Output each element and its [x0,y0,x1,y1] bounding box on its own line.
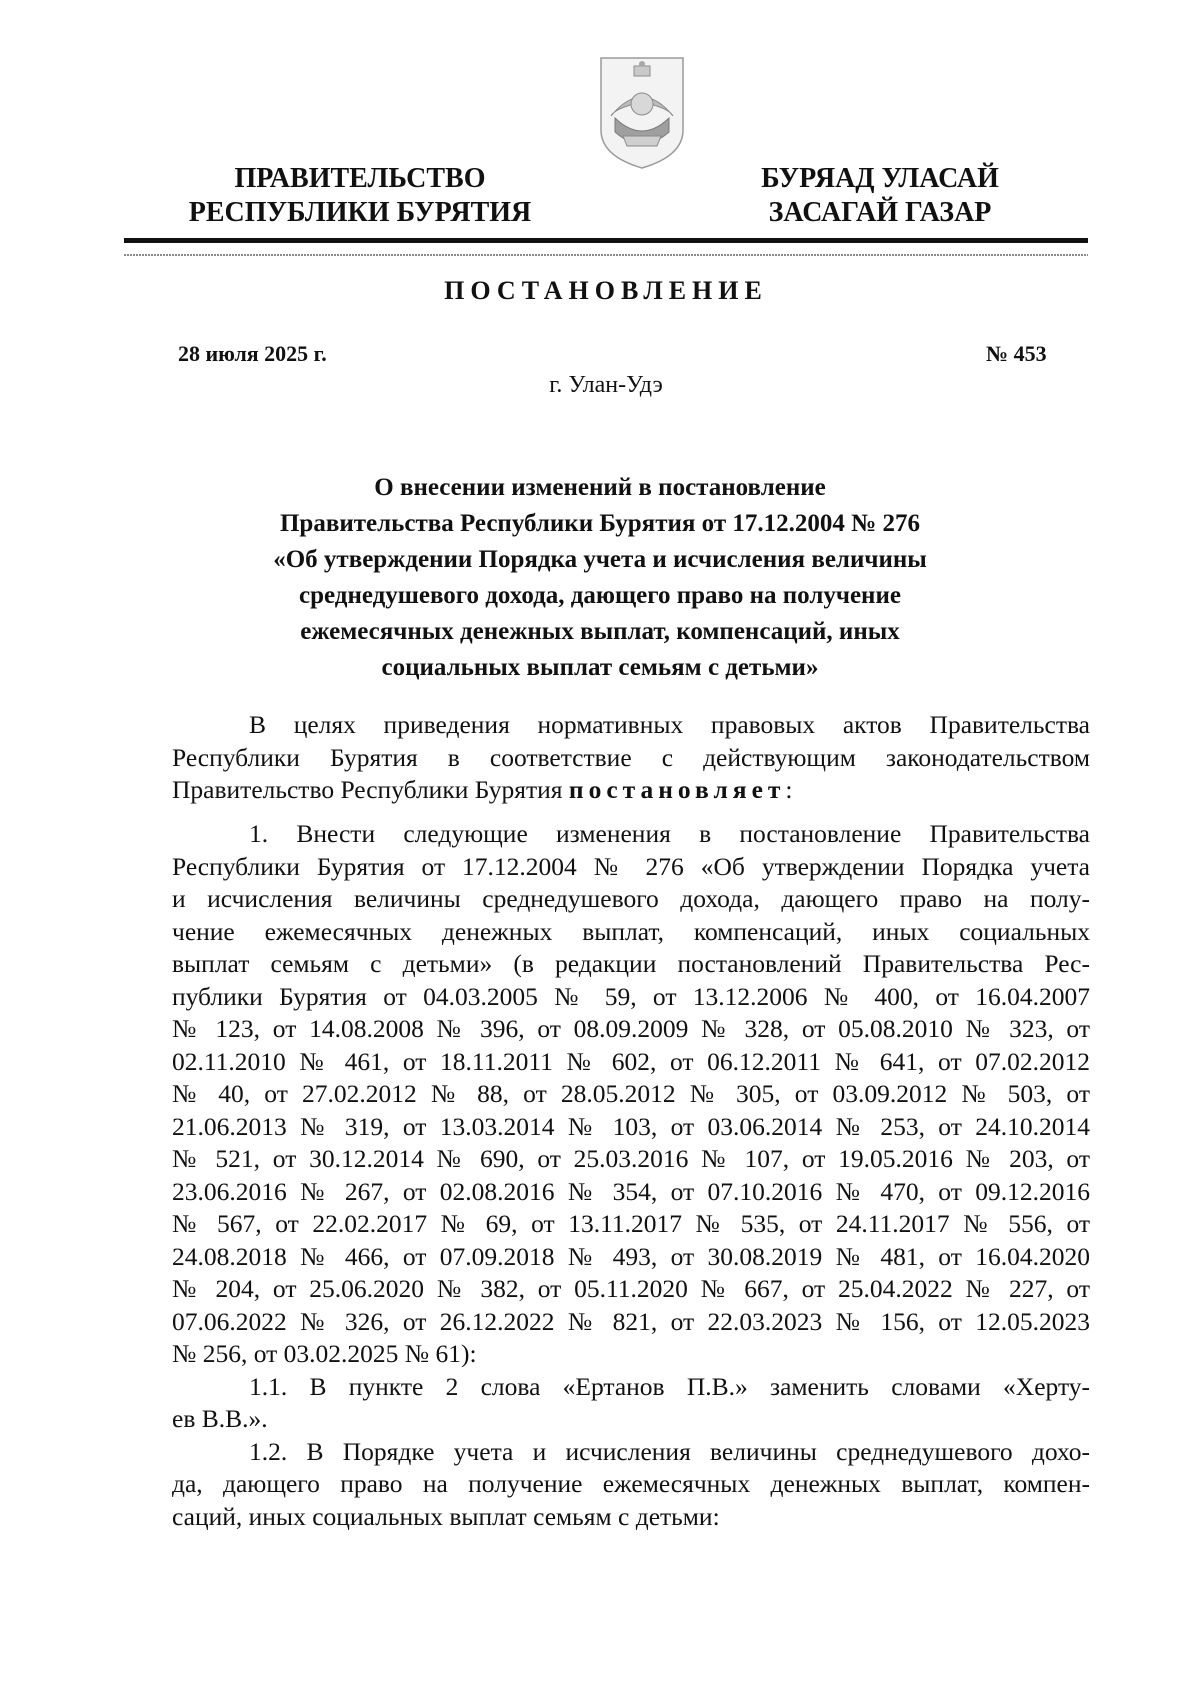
paragraph-line: 24.08.2018 № 466, от 07.09.2018 № 493, от 30.08.2019 № 481, от 16.04.2020 [172,1241,1090,1271]
paragraph-line: Республики Бурятия в соответствие с действующим законодательством [172,742,1090,772]
org-name-bua-line-1: БУРЯАД УЛАСАЙ [761,163,999,194]
item-1-paragraph [172,818,1090,1533]
org-name-russian [150,162,570,230]
item-1-1-line: 1.1. В пункте 2 слова «Ертанов П.В.» заменить словами «Херту- [249,1371,1090,1401]
paragraph-line: № 40, от 27.02.2012 № 88, от 28.05.2012 № 305, от 03.09.2012 № 503, от [172,1079,1090,1108]
paragraph-line: 02.11.2010 № 461, от 18.11.2011 № 602, от 06.12.2011 № 641, от 07.02.2012 [172,1046,1090,1076]
item-1-2-line: 1.2. В Порядке учета и исчисления величины среднедушевого дохо- [249,1436,1090,1466]
org-name-ru-line-1: ПРАВИТЕЛЬСТВО [234,163,486,194]
document-date: 28 июля 2025 г. [178,341,327,366]
item-1-2-line: да, дающего право на получение ежемесячных денежных выплат, компен- [172,1469,1090,1498]
title-line: Правительства Республики Бурятия от 17.12.2004 № 276 [279,510,920,537]
item-1-2-line: саций, иных социальных выплат семьям с детьми: [172,1501,720,1531]
paragraph-line: 07.06.2022 № 326, от 26.12.2022 № 821, от 22.03.2023 № 156, от 12.05.2023 [172,1306,1090,1336]
paragraph-line: № 123, от 14.08.2008 № 396, от 08.09.2009 № 328, от 05.08.2010 № 323, от [172,1014,1090,1043]
paragraph-line [172,774,1090,807]
preamble-suffix: : [785,775,793,804]
paragraph-line: 23.06.2016 № 267, от 02.08.2016 № 354, от 07.10.2016 № 470, от 09.12.2016 [172,1176,1090,1206]
paragraph-line: выплат семьям с детьми» (в редакции постановлений Правительства Рес- [172,949,1090,978]
coat-of-arms-icon [597,52,687,172]
item-1-1-line: ев В.В.». [172,1404,268,1433]
preamble-paragraph [172,709,1090,807]
header-rule-thick [124,238,1088,243]
paragraph-line: и исчисления величины среднедушевого дохода, дающего право на полу- [172,884,1090,913]
paragraph-line: В целях приведения нормативных правовых актов Правительства [249,710,1090,739]
paragraph-line: № 204, от 25.06.2020 № 382, от 05.11.2020 № 667, от 25.04.2022 № 227, от [172,1274,1090,1303]
paragraph-line: 21.06.2013 № 319, от 13.03.2014 № 103, от 03.06.2014 № 253, от 24.10.2014 [172,1111,1090,1141]
decree-keyword: постановляет [568,775,786,804]
document-number: № 453 [986,341,1047,366]
org-name-ru-line-2: РЕСПУБЛИКИ БУРЯТИЯ [188,197,532,228]
title-line: социальных выплат семьям с детьми» [381,654,819,681]
preamble-prefix: Правительство Республики Бурятия [172,775,569,804]
paragraph-line: № 567, от 22.02.2017 № 69, от 13.11.2017 № 535, от 24.11.2017 № 556, от [172,1209,1090,1238]
paragraph-line: № 256, от 03.02.2025 № 61): [172,1339,477,1368]
document-city: г. Улан-Удэ [549,372,663,398]
org-name-buryat [705,162,1055,230]
document-title [200,470,1000,686]
paragraph-line: Республики Бурятия от 17.12.2004 № 276 «Об утверждении Порядка учета [172,851,1090,881]
title-line: О внесении изменений в постановление [374,474,826,501]
paragraph-line: № 521, от 30.12.2014 № 690, от 25.03.2016 № 107, от 19.05.2016 № 203, от [172,1144,1090,1173]
header-rule-thin [124,254,1088,256]
title-line: «Об утверждении Порядка учета и исчисления величины [273,546,927,573]
paragraph-line: 1. Внести следующие изменения в постановление Правительства [249,819,1090,848]
paragraph-line: чение ежемесячных денежных выплат, компенсаций, иных социальных [172,916,1090,946]
title-line: среднедушевого дохода, дающего право на получение [299,582,901,609]
paragraph-line: публики Бурятия от 04.03.2005 № 59, от 13.12.2006 № 400, от 16.04.2007 [172,981,1090,1011]
document-type: ПОСТАНОВЛЕНИЕ [444,276,768,305]
org-name-bua-line-2: ЗАСАГАЙ ГАЗАР [768,197,992,228]
title-line: ежемесячных денежных выплат, компенсаций, иных [300,618,900,645]
